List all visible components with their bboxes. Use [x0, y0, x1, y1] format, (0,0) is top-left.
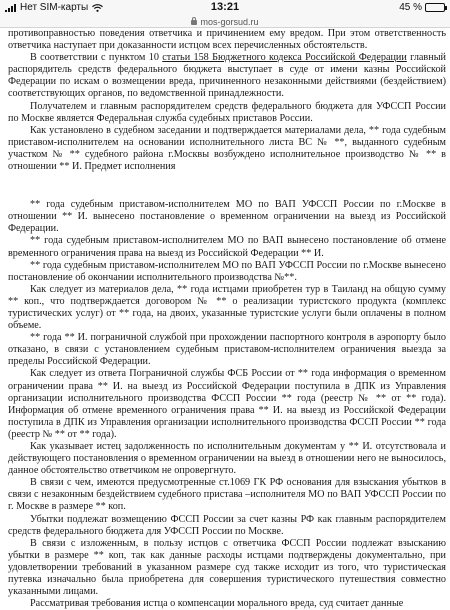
- status-bar: [0, 0, 450, 16]
- lock-icon: [191, 20, 197, 25]
- budget-code-link[interactable]: статьи 158 Бюджетного кодекса Российской Федерации: [162, 52, 407, 64]
- status-right: [399, 2, 445, 13]
- paragraph-2-start: В соответствии с пунктом 10: [30, 52, 163, 64]
- paragraph-3: Получателем и главным распорядителем средств федерального бюджета для УФССП России по Москве является Федеральная служба судебных приставов России.: [8, 100, 446, 124]
- paragraph-4: Как установлено в судебном заседании и подтверждается материалами дела, ** года судебным приставом-исполнителем на основании исполнительного листа ВС № **, выданного судебным участком № ** судебного района г.Москвы возбуждено исполнительное производство № ** в отношении ** И. Предмет исполнения: [8, 124, 446, 173]
- address-bar[interactable]: [0, 16, 450, 28]
- battery-percent: 45 %: [399, 2, 422, 13]
- paragraph-1: противоправностью поведения ответчика и причинением ему вредом. При этом ответственность ответчика наступает при доказанности истцом всех перечисленных обстоятельств.: [8, 28, 446, 52]
- paragraph-7: ** года судебным приставом-исполнителем МО по ВАП УФССП России по г.Москве вынесено постановление об окончании исполнительного производства №**.: [8, 259, 446, 283]
- paragraph-13: Убытки подлежат возмещению ФССП России за счет казны РФ как главным распорядителем средств федерального бюджета для УФССП России по Москве.: [8, 513, 446, 537]
- paragraph-8: Как следует из материалов дела, ** года истцами приобретен тур в Таиланд на общую сумму ** коп., что подтверждается договором № ** о реализации туристского продукта (комплекс туристических услуг) от ** года, на двоих, указанные туристские услуги были оплачены в полном объеме.: [8, 283, 446, 332]
- paragraph-15: Рассматривая требования истца о компенсации морального вреда, суд считает данные: [30, 598, 404, 610]
- paragraph-2-end: главный распорядитель средств федерального бюджета выступает в суде от имени казны Российской Федерации по искам о возмещении вреда, причиненного незаконными действиями (бездействием) соответствующих органов, по ведомственной принадлежности.: [8, 52, 446, 100]
- carrier-label: Нет SIM-карты: [20, 2, 89, 13]
- court-document: [8, 28, 446, 610]
- paragraph-2: [8, 52, 446, 100]
- paragraph-11: Как указывает истец задолженность по исполнительным документам у ** И. отсутствовала и действующего постановления о временном ограничении на выезд в отношении него не выносилось, данное обстоятельство ответчиком не опровергнуто.: [8, 441, 446, 477]
- paragraph-6: ** года судебным приставом-исполнителем МО по ВАП вынесено постановление об отмене временного ограничения права на выезд из Российской Федерации ** И.: [8, 235, 446, 259]
- paragraph-14: В связи с изложенным, в пользу истцов с ответчика ФССП России подлежат взысканию убытки в размере ** коп, так как данные расходы истцами подтверждены документально, при удовлетворении требований в указанном размере суд также исходит из того, что туристическая путевка изначально была приобретена для совершения туристического путешествия совместно указанными лицами.: [8, 537, 446, 598]
- paragraph-12: В связи с чем, имеются предусмотренные ст.1069 ГК РФ основания для взыскания убытков в связи с незаконным бездействием судебного пристава –исполнителя МО по ВАП УФССП России по г. Москве в размере ** коп.: [8, 477, 446, 513]
- clock: 13:21: [210, 1, 240, 13]
- battery-icon: [425, 3, 445, 12]
- paragraph-9: ** года ** И. пограничной службой при прохождении паспортного контроля в аэропорту было отказано, в связи с установлением судебным приставом-исполнителем ограничения выезда за пределы Российской Федерации.: [8, 332, 446, 368]
- paragraph-5: ** года судебным приставом-исполнителем МО по ВАП УФССП России по г.Москве в отношении ** И. вынесено постановление о временном ограничении на выезд из Российской Федерации.: [8, 199, 446, 235]
- paragraph-10: Как следует из ответа Пограничной службы ФСБ России от ** года информация о временном ограничении права ** И. на выезд из Российской Федерации поступила в ДПК из Управления организации исполнительного производства ФССП России ** года (реестр № ** от ** года). Информация об отмене временного ограничения права ** И. на выезд из Российской Федерации поступила в ДПК из Управления организации исполнительного производства ФССП России ** года (реестр № ** от ** года).: [8, 368, 446, 440]
- url-text: mos-gorsud.ru: [200, 16, 259, 27]
- redacted-gap: [8, 173, 446, 199]
